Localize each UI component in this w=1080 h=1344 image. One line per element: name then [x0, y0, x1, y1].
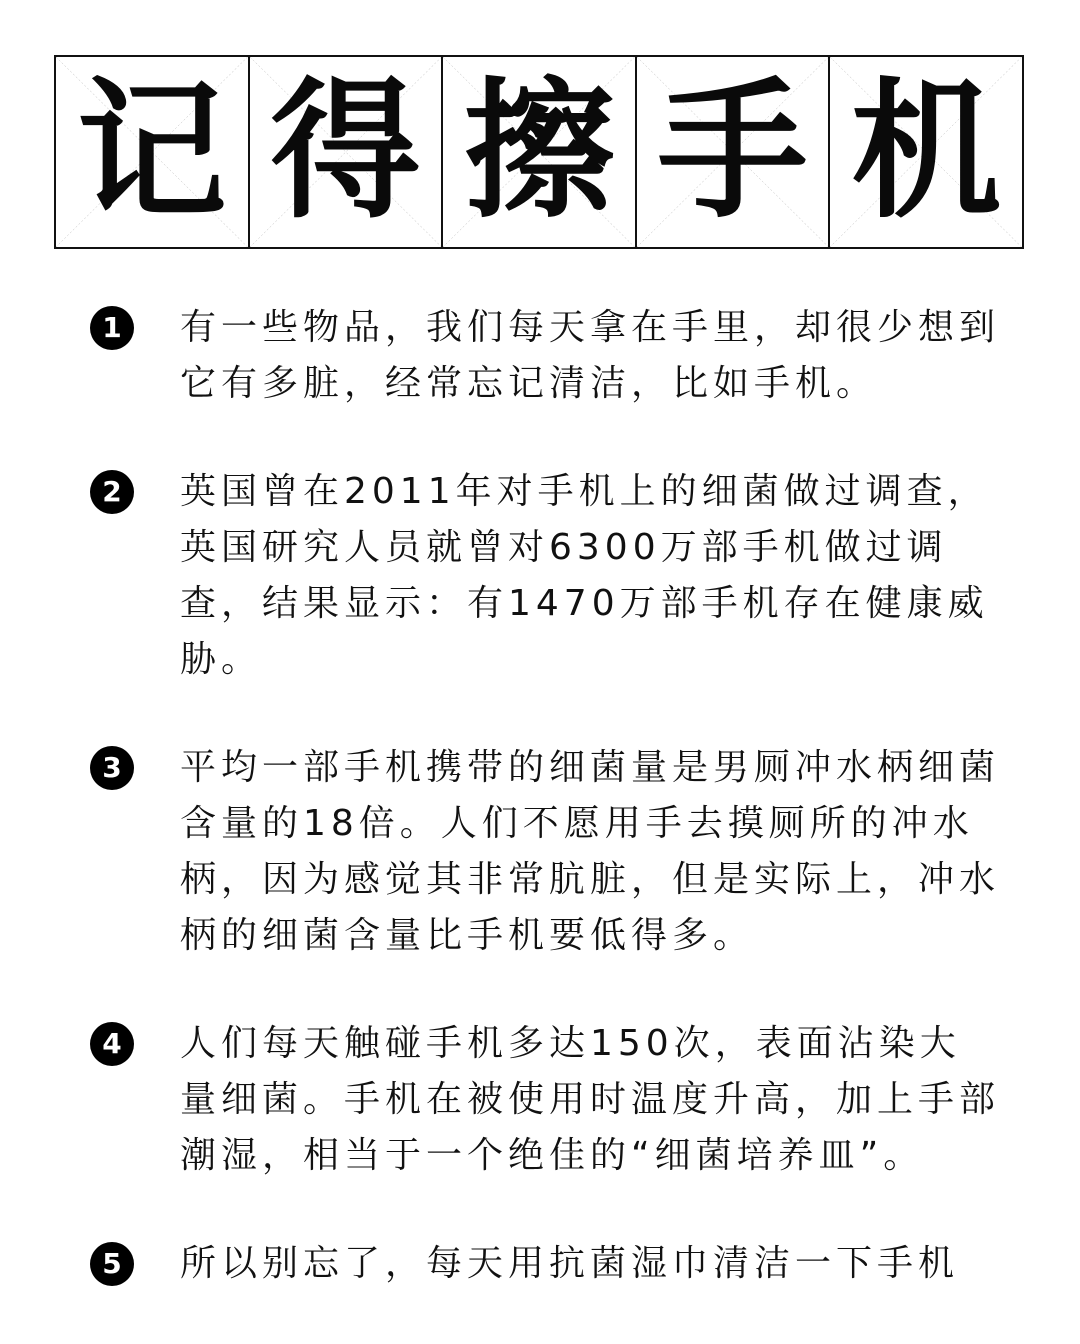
- title-char: 记: [76, 65, 227, 239]
- tips-list: [90, 300, 1010, 1344]
- list-item: [90, 740, 1010, 964]
- title-char: 擦: [463, 65, 614, 239]
- title-char: 得: [270, 65, 421, 239]
- item-text: 人们每天触碰手机多达150次，表面沾染大量细菌。手机在被使用时温度升高，加上手部潮湿，相当于一个绝佳的“细菌培养皿”。: [180, 1023, 1001, 1176]
- title-cell: [248, 57, 442, 247]
- item-text: 有一些物品，我们每天拿在手里，却很少想到它有多脏，经常忘记清洁，比如手机。: [180, 307, 1001, 404]
- item-text: 平均一部手机携带的细菌量是男厕冲水柄细菌含量的18倍。人们不愿用手去摸厕所的冲水柄，因为感觉其非常肮脏，但是实际上，冲水柄的细菌含量比手机要低得多。: [180, 747, 1001, 956]
- item-text: 英国曾在2011年对手机上的细菌做过调查，英国研究人员就曾对6300万部手机做过调查，结果显示：有1470万部手机存在健康威胁。: [180, 471, 989, 680]
- list-item: [90, 1016, 1010, 1184]
- title-char: 机: [851, 65, 1002, 239]
- number-badge: 2: [90, 470, 134, 514]
- title-grid: [54, 55, 1024, 249]
- title-cell: [56, 57, 248, 247]
- title-cell: [828, 57, 1022, 247]
- list-item: [90, 300, 1010, 412]
- list-item: [90, 464, 1010, 688]
- number-badge: 3: [90, 746, 134, 790]
- title-cell: [635, 57, 829, 247]
- list-item: [90, 1236, 1010, 1292]
- number-badge: 5: [90, 1242, 134, 1286]
- number-badge: 1: [90, 306, 134, 350]
- title-cell: [441, 57, 635, 247]
- title-char: 手: [657, 65, 808, 239]
- item-text: 所以别忘了，每天用抗菌湿巾清洁一下手机: [180, 1243, 960, 1284]
- number-badge: 4: [90, 1022, 134, 1066]
